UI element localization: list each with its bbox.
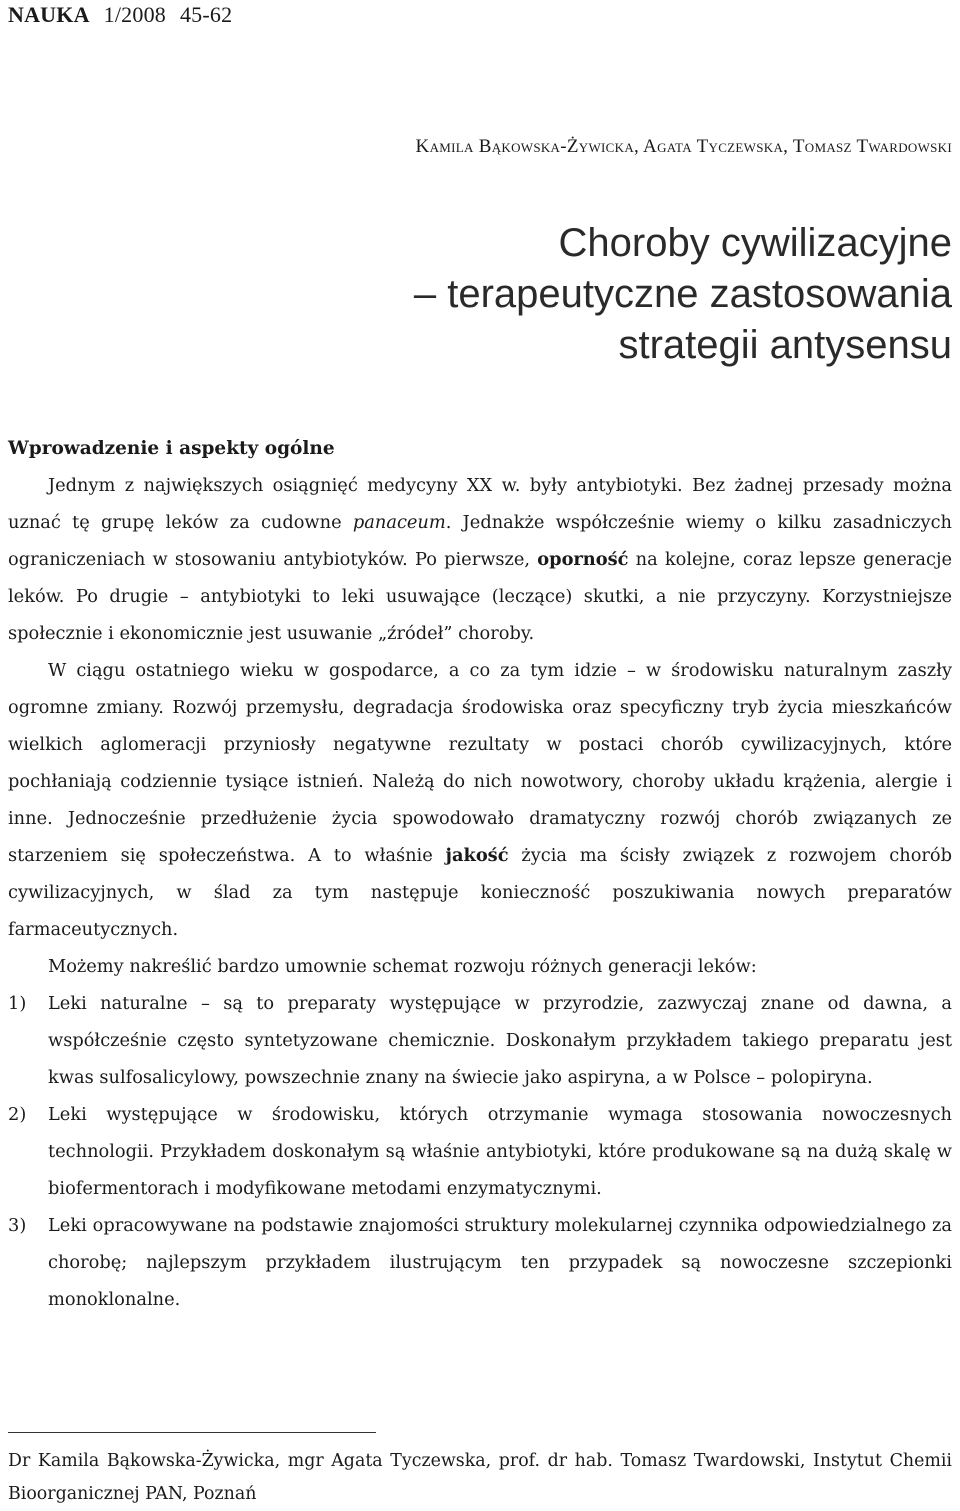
list-number: 2): [8, 1104, 27, 1125]
list-item: [8, 1096, 952, 1207]
paragraph: [8, 652, 952, 948]
section-heading: Wprowadzenie i aspekty ogólne: [8, 438, 335, 459]
title-line: – terapeutyczne zastosowania: [413, 272, 952, 316]
drug-generations-list: [8, 985, 952, 1318]
authors-text: Kamila Bąkowska-Żywicka, Agata Tyczewska, Tomasz Twardowski: [415, 136, 952, 157]
footnote: Dr Kamila Bąkowska-Żywicka, mgr Agata Tyczewska, prof. dr hab. Tomasz Twardowski, Instytut Chemii Bioorganicznej PAN, Poznań: [8, 1451, 952, 1504]
page-range: 45-62: [179, 2, 233, 27]
list-number: 3): [8, 1215, 27, 1236]
text-run: W ciągu ostatniego wieku w gospodarce, a co za tym idzie – w środowisku naturalnym zaszły ogromne zmiany. Rozwój przemysłu, degradacja środowiska oraz specyficzny tryb życia mieszkańców wielkich aglomeracji przyniosły negatywne rezultaty w postaci chorób cywilizacyjnych, które pochłaniają codziennie tysiące istnień. Należą do nich nowotwory, choroby układu krążenia, alergie i inne. Jednocześnie przedłużenie życia spowodowało dramatyczny rozwój chorób związanych ze starzeniem się społeczeństwa. A to właśnie: [8, 660, 952, 866]
article-title: [252, 218, 952, 371]
paragraph: [8, 467, 952, 652]
title-line: Choroby cywilizacyjne: [558, 221, 952, 265]
text-run: życia ma ścisły związek z rozwojem chorób cywilizacyjnych, w ślad za tym następuje konieczność poszukiwania nowych preparatów farmaceutycznych.: [8, 845, 952, 940]
running-head: [8, 2, 232, 28]
list-text: Leki występujące w środowisku, których otrzymanie wymaga stosowania nowoczesnych technologii. Przykładem doskonałym są właśnie antybiotyki, które produkowane są na dużą skalę w biofermentorach i modyfikowane metodami enzymatycznymi.: [48, 1104, 952, 1199]
list-number: 1): [8, 993, 27, 1014]
list-text: Leki opracowywane na podstawie znajomości struktury molekularnej czynnika odpowiedzialnego za chorobę; najlepszym przykładem ilustrującym ten przypadek są nowoczesne szczepionki monoklonalne.: [48, 1215, 952, 1310]
article-authors: [416, 136, 952, 158]
bold-term: jakość: [445, 845, 509, 866]
text-run: . Jednakże współcześnie wiemy o kilku zasadniczych ograniczeniach w stosowaniu antybiotyków. Po pierwsze,: [8, 512, 952, 570]
article-body: [8, 430, 952, 1318]
issue-number: 1/2008: [103, 2, 166, 27]
text-run: Jednym z największych osiągnięć medycyny XX w. były antybiotyki. Bez żadnej przesady można uznać tę grupę leków za cudowne: [8, 475, 952, 533]
title-line: strategii antysensu: [618, 323, 952, 367]
footnote-divider: [8, 1432, 376, 1433]
journal-name: NAUKA: [8, 2, 90, 27]
list-item: [8, 1207, 952, 1318]
paragraph: Możemy nakreślić bardzo umownie schemat rozwoju różnych generacji leków:: [48, 956, 757, 977]
list-item: [8, 985, 952, 1096]
italic-term: panaceum: [352, 512, 446, 533]
text-run: na kolejne, coraz lepsze generacje leków. Po drugie – antybiotyki to leki usuwające (leczące) skutki, a nie przyczyny. Korzystniejsze społecznie i ekonomicznie jest usuwanie „źródeł” choroby.: [8, 549, 952, 644]
list-text: Leki naturalne – są to preparaty występujące w przyrodzie, zazwyczaj znane od dawna, a współcześnie często syntetyzowane chemicznie. Doskonałym przykładem takiego preparatu jest kwas sulfosalicylowy, powszechnie znany na świecie jako aspiryna, a w Polsce – polopiryna.: [48, 993, 952, 1088]
bold-term: oporność: [537, 549, 629, 570]
